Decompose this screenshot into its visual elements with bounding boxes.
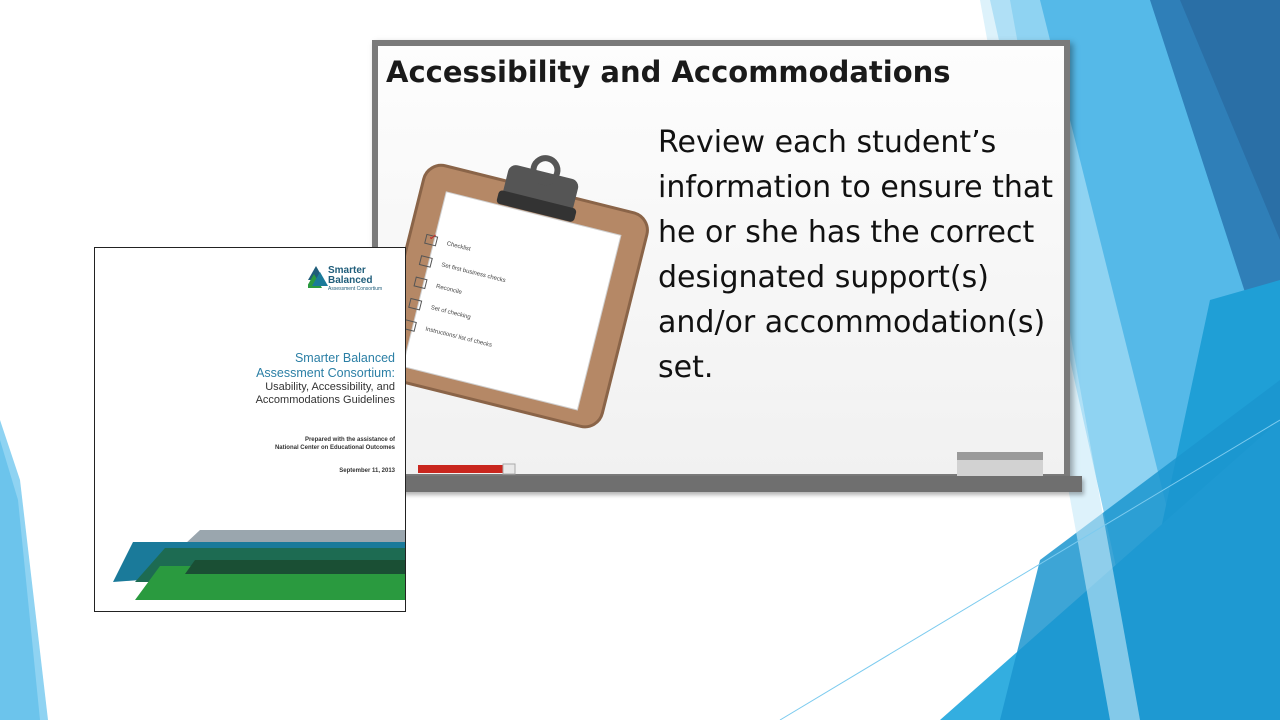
smarter-balanced-logo	[308, 264, 398, 292]
document-subtitle-line: Accommodations Guidelines	[255, 394, 395, 406]
slide-body-text: Review each student’s information to ensure that he or she has the correct designated support(s) and/or accommodation(s) set.	[658, 125, 1054, 385]
marker-icon	[418, 463, 518, 475]
logo-text-balanced: Balanced	[328, 275, 373, 286]
logo-triangles-icon	[308, 266, 328, 290]
logo-text-smarter: Smarter	[328, 265, 366, 276]
document-prepared-note	[135, 436, 395, 452]
eraser-icon	[957, 452, 1043, 476]
document-title-line: Assessment Consortium:	[256, 366, 395, 380]
clipboard-item-label: Set first business checks	[440, 262, 507, 285]
document-prepared-line: National Center on Educational Outcomes	[274, 445, 395, 451]
document-date: September 11, 2013	[339, 468, 395, 474]
checkbox-icon	[408, 298, 422, 311]
checkbox-icon	[413, 277, 427, 290]
clipboard-item-label: Instructions/ list of checks	[424, 326, 493, 349]
clipboard-item-label: Set of checking	[429, 305, 472, 321]
document-title-line: Smarter Balanced	[294, 351, 395, 365]
slide-title: Accessibility and Accommodations	[386, 55, 951, 89]
clipboard-item-label: Checklist	[445, 241, 472, 253]
clipboard-item-label: Reconcile	[435, 283, 463, 296]
document-prepared-line: Prepared with the assistance of	[304, 437, 395, 443]
document-subtitle-line: Usability, Accessibility, and	[265, 381, 395, 393]
document-title	[135, 351, 395, 381]
checked-box-icon: ✓	[424, 234, 438, 247]
document-subtitle	[135, 381, 395, 407]
guidelines-document-cover	[94, 247, 406, 612]
whiteboard-ledge	[390, 476, 1082, 492]
checkbox-icon	[419, 255, 433, 268]
logo-text-consortium: Assessment Consortium	[328, 286, 383, 292]
document-color-bands	[95, 518, 406, 612]
